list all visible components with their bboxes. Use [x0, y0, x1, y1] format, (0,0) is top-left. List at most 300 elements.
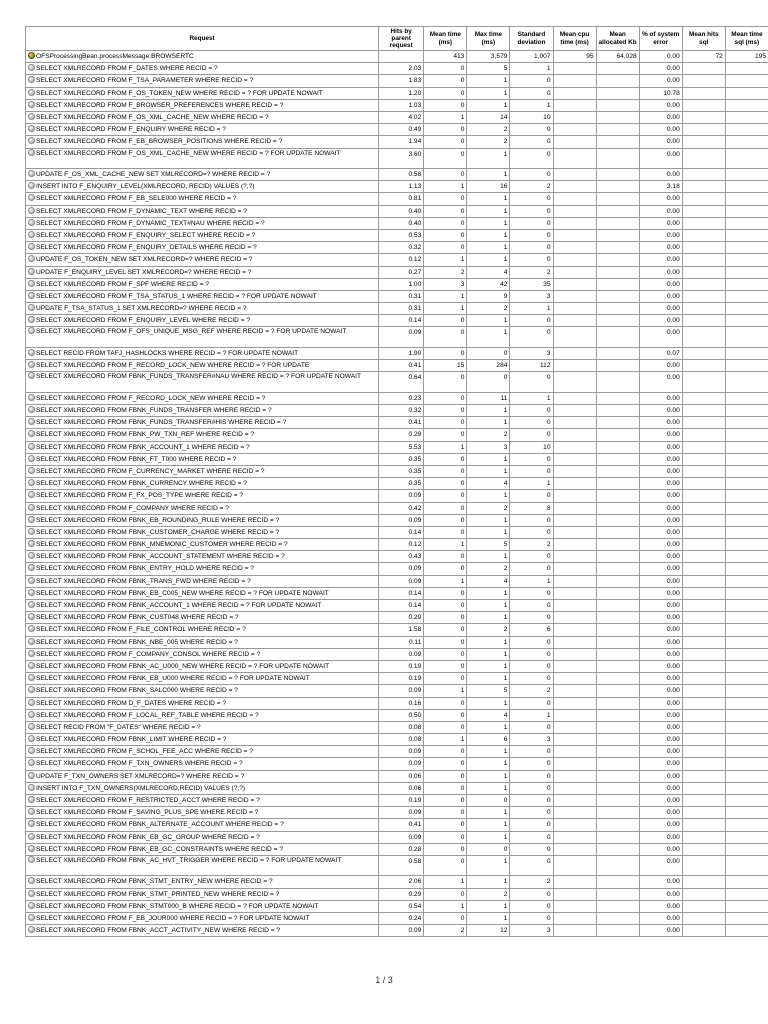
metric-cell: 1 [467, 900, 510, 912]
request-text: SELECT XMLRECORD FROM F_SAVING_PLUS_SPE WHERE RECID = ? [36, 809, 259, 817]
metric-cell [682, 876, 725, 888]
metric-cell [553, 148, 596, 169]
column-header: % of system error [639, 27, 682, 51]
metric-cell: 0 [424, 673, 467, 685]
request-text: SELECT XMLRECORD FROM F_OS_TOKEN_NEW WHERE RECID = ? FOR UPDATE NOWAIT [36, 89, 323, 97]
table-row [26, 278, 768, 290]
metric-cell [596, 502, 639, 514]
metric-cell: 0.00 [639, 490, 682, 502]
metric-cell [725, 242, 768, 254]
metric-cell: 0.00 [639, 254, 682, 266]
metric-cell [596, 360, 639, 372]
metric-cell [725, 563, 768, 575]
metric-cell [725, 169, 768, 181]
request-cell [26, 75, 379, 87]
metric-cell [725, 453, 768, 465]
request-text: SELECT RECID FROM "F_DATES" WHERE RECID = ? [36, 723, 201, 731]
metric-cell: 1.94 [379, 136, 424, 148]
metric-cell [596, 721, 639, 733]
metric-cell: 0.09 [379, 327, 424, 348]
metric-cell: 5 [467, 539, 510, 551]
request-cell [26, 347, 379, 359]
metric-cell: 10.78 [639, 87, 682, 99]
metric-cell: 1.03 [379, 99, 424, 111]
table-row [26, 465, 768, 477]
metric-cell: 0.00 [639, 99, 682, 111]
table-row [26, 660, 768, 672]
table-row [26, 429, 768, 441]
metric-cell: 0 [510, 193, 553, 205]
metric-cell [553, 900, 596, 912]
metric-cell [725, 636, 768, 648]
metric-cell [379, 51, 424, 63]
metric-cell [682, 746, 725, 758]
metric-cell [725, 303, 768, 315]
metric-cell: 1 [467, 75, 510, 87]
metric-cell: 1 [510, 63, 553, 75]
metric-cell [553, 925, 596, 937]
metric-cell [596, 75, 639, 87]
request-cell [26, 925, 379, 937]
request-text: SELECT XMLRECORD FROM F_RECORD_LOCK_NEW WHERE RECID = ? [36, 394, 266, 402]
request-text: SELECT XMLRECORD FROM F_EB_BROWSER_POSITIONS WHERE RECID = ? [36, 138, 283, 146]
request-cell [26, 51, 379, 63]
metric-cell: 35 [510, 278, 553, 290]
request-text: SELECT XMLRECORD FROM FBNK_FUNDS_TRANSFER#NAU WHERE RECID = ? FOR UPDATE NOWAIT [36, 373, 362, 381]
metric-cell: 0.00 [639, 807, 682, 819]
metric-cell [682, 888, 725, 900]
request-cell [26, 315, 379, 327]
metric-cell: 1 [467, 514, 510, 526]
metric-cell [682, 855, 725, 876]
metric-cell [596, 124, 639, 136]
metric-cell: 0.31 [379, 290, 424, 302]
metric-cell: 1.00 [379, 278, 424, 290]
metric-cell: 0 [510, 770, 553, 782]
table-row [26, 441, 768, 453]
metric-cell: 0.32 [379, 405, 424, 417]
metric-cell [682, 405, 725, 417]
metric-cell [682, 600, 725, 612]
metric-cell [725, 111, 768, 123]
metric-cell [596, 746, 639, 758]
metric-cell [725, 217, 768, 229]
request-cell [26, 831, 379, 843]
metric-cell: 0 [424, 843, 467, 855]
metric-cell: 0.28 [379, 843, 424, 855]
metric-cell: 1 [424, 685, 467, 697]
metric-cell: 0.00 [639, 51, 682, 63]
metric-cell [596, 685, 639, 697]
metric-cell: 0.19 [379, 795, 424, 807]
metric-cell [553, 575, 596, 587]
table-row [26, 217, 768, 229]
metric-cell [725, 539, 768, 551]
metric-cell: 0.58 [379, 855, 424, 876]
metric-cell: 1 [510, 99, 553, 111]
metric-cell [553, 87, 596, 99]
metric-cell: 0.32 [379, 242, 424, 254]
metric-cell [725, 465, 768, 477]
metric-cell: 0.00 [639, 290, 682, 302]
metric-cell: 0.00 [639, 660, 682, 672]
metric-cell [725, 502, 768, 514]
request-cell [26, 697, 379, 709]
metric-cell [553, 429, 596, 441]
metric-cell [682, 490, 725, 502]
metric-cell [596, 709, 639, 721]
metric-cell [682, 87, 725, 99]
request-text: SELECT XMLRECORD FROM F_LOCAL_REF_TABLE WHERE RECID = ? [36, 711, 259, 719]
request-cell [26, 124, 379, 136]
metric-cell [682, 242, 725, 254]
metric-cell: 10 [510, 441, 553, 453]
metric-cell: 0.19 [379, 660, 424, 672]
metric-cell [553, 855, 596, 876]
metric-cell [553, 136, 596, 148]
table-row [26, 360, 768, 372]
metric-cell: 2 [467, 136, 510, 148]
table-row [26, 75, 768, 87]
metric-cell: 0.00 [639, 900, 682, 912]
metric-cell [682, 148, 725, 169]
table-row [26, 831, 768, 843]
sql-icon [28, 101, 35, 108]
metric-cell: 0.00 [639, 673, 682, 685]
metric-cell: 0 [424, 429, 467, 441]
metric-cell [682, 429, 725, 441]
metric-cell [725, 392, 768, 404]
sql-icon [28, 650, 35, 657]
metric-cell: 3 [510, 290, 553, 302]
sql-icon [28, 926, 35, 933]
metric-cell: 0.00 [639, 612, 682, 624]
sql-icon [28, 723, 35, 730]
table-row [26, 807, 768, 819]
request-cell [26, 795, 379, 807]
metric-cell: 0.06 [379, 782, 424, 794]
sql-icon [28, 662, 35, 669]
column-header: Hits by parent request [379, 27, 424, 51]
request-cell [26, 254, 379, 266]
metric-cell [553, 746, 596, 758]
metric-cell: 0 [424, 417, 467, 429]
metric-cell: 1 [510, 709, 553, 721]
request-text: SELECT XMLRECORD FROM FBNK_ENTRY_HOLD WHERE RECID = ? [36, 565, 254, 573]
request-cell [26, 266, 379, 278]
metric-cell: 1 [467, 782, 510, 794]
request-text: SELECT XMLRECORD FROM FBNK_AC_HVT_TRIGGER WHERE RECID = ? FOR UPDATE NOWAIT [36, 856, 342, 864]
metric-cell: 1.90 [379, 347, 424, 359]
request-cell [26, 526, 379, 538]
metric-cell [682, 587, 725, 599]
metric-cell [725, 290, 768, 302]
metric-cell [553, 75, 596, 87]
metric-cell: 0 [424, 624, 467, 636]
metric-cell: 195 [725, 51, 768, 63]
metric-cell [553, 758, 596, 770]
metric-cell: 0 [510, 843, 553, 855]
sql-icon [28, 467, 35, 474]
metric-cell: 0.08 [379, 721, 424, 733]
metric-cell: 0 [510, 746, 553, 758]
request-cell [26, 181, 379, 193]
table-row [26, 770, 768, 782]
metric-cell [553, 563, 596, 575]
metric-cell: 0.00 [639, 746, 682, 758]
request-cell [26, 913, 379, 925]
request-text: SELECT XMLRECORD FROM FBNK_NBE_005 WHERE RECID = ? [36, 638, 238, 646]
metric-cell [682, 303, 725, 315]
metric-cell: 0 [424, 315, 467, 327]
sql-icon [28, 589, 35, 596]
metric-cell [682, 721, 725, 733]
metric-cell [725, 673, 768, 685]
request-cell [26, 734, 379, 746]
request-text: UPDATE F_ENQUIRY_LEVEL SET XMLRECORD=? WHERE RECID = ? [36, 268, 252, 276]
metric-cell: 0.00 [639, 205, 682, 217]
table-row [26, 63, 768, 75]
metric-cell: 0.00 [639, 563, 682, 575]
metric-cell [682, 205, 725, 217]
metric-cell: 0 [424, 913, 467, 925]
table-row [26, 551, 768, 563]
metric-cell [553, 405, 596, 417]
metric-cell: 1 [467, 315, 510, 327]
request-text: SELECT XMLRECORD FROM F_BROWSER_PREFERENCES WHERE RECID = ? [36, 101, 284, 109]
sql-icon [28, 540, 35, 547]
metric-cell: 0.29 [379, 429, 424, 441]
request-cell [26, 465, 379, 477]
metric-cell: 0.00 [639, 372, 682, 393]
metric-cell: 0 [510, 87, 553, 99]
metric-cell [725, 807, 768, 819]
metric-cell: 0 [424, 697, 467, 709]
sql-icon [28, 219, 35, 226]
metric-cell: 0 [424, 63, 467, 75]
sql-icon [28, 125, 35, 132]
metric-cell: 1 [424, 181, 467, 193]
metric-cell: 0.00 [639, 888, 682, 900]
sql-icon [28, 76, 35, 83]
metric-cell [682, 169, 725, 181]
metric-cell: 0.00 [639, 855, 682, 876]
metric-cell: 0 [424, 612, 467, 624]
metric-cell [596, 441, 639, 453]
metric-cell [596, 888, 639, 900]
metric-cell: 2.03 [379, 63, 424, 75]
request-text: SELECT XMLRECORD FROM F_RECORD_LOCK_NEW WHERE RECID = ? FOR UPDATE [36, 362, 310, 370]
request-cell [26, 303, 379, 315]
metric-cell [725, 709, 768, 721]
metric-cell [553, 417, 596, 429]
metric-cell [725, 181, 768, 193]
metric-cell: 0.40 [379, 217, 424, 229]
table-row [26, 111, 768, 123]
metric-cell: 0.23 [379, 392, 424, 404]
table-row [26, 721, 768, 733]
metric-cell: 1,007 [510, 51, 553, 63]
metric-cell: 12 [467, 925, 510, 937]
metric-cell [596, 254, 639, 266]
request-cell [26, 876, 379, 888]
metric-cell [682, 807, 725, 819]
metric-cell: 0 [424, 87, 467, 99]
metric-cell: 1 [467, 148, 510, 169]
metric-cell [725, 315, 768, 327]
metric-cell: 0.29 [379, 612, 424, 624]
metric-cell: 0 [510, 900, 553, 912]
request-text: SELECT XMLRECORD FROM F_DYNAMIC_TEXT WHERE RECID = ? [36, 207, 247, 215]
metric-cell [725, 900, 768, 912]
metric-cell: 1 [467, 721, 510, 733]
table-row [26, 490, 768, 502]
metric-cell: 0.09 [379, 758, 424, 770]
sql-icon [28, 418, 35, 425]
metric-cell: 0.00 [639, 876, 682, 888]
metric-cell: 0.00 [639, 229, 682, 241]
request-text: SELECT XMLRECORD FROM D_F_DATES WHERE RECID = ? [36, 699, 227, 707]
metric-cell [553, 478, 596, 490]
metric-cell: 0.16 [379, 697, 424, 709]
metric-cell: 0 [510, 697, 553, 709]
metric-cell: 0 [424, 75, 467, 87]
metric-cell [725, 782, 768, 794]
metric-cell: 0 [510, 807, 553, 819]
metric-cell [682, 417, 725, 429]
metric-cell: 2 [467, 429, 510, 441]
request-text: SELECT XMLRECORD FROM FBNK_AC_U000_NEW WHERE RECID = ? FOR UPDATE NOWAIT [36, 662, 330, 670]
metric-cell [553, 315, 596, 327]
metric-cell: 0.00 [639, 697, 682, 709]
metric-cell: 2 [467, 124, 510, 136]
request-text: SELECT XMLRECORD FROM FBNK_CUST048 WHERE RECID = ? [36, 614, 239, 622]
metric-cell: 1 [467, 600, 510, 612]
table-row [26, 697, 768, 709]
metric-cell [596, 697, 639, 709]
request-text: SELECT XMLRECORD FROM F_TXN_OWNERS WHERE RECID = ? [36, 760, 243, 768]
metric-cell: 1 [424, 539, 467, 551]
request-text: SELECT XMLRECORD FROM F_COMPANY_CONSOL WHERE RECID = ? [36, 650, 261, 658]
sql-icon [28, 613, 35, 620]
metric-cell [553, 551, 596, 563]
metric-cell [682, 136, 725, 148]
metric-cell: 1 [467, 758, 510, 770]
sql-icon [28, 443, 35, 450]
metric-cell: 4 [467, 709, 510, 721]
table-row [26, 51, 768, 63]
metric-cell: 1 [467, 87, 510, 99]
sql-icon [28, 194, 35, 201]
metric-cell [596, 831, 639, 843]
metric-cell: 1 [424, 876, 467, 888]
metric-cell [682, 392, 725, 404]
metric-cell: 0 [510, 465, 553, 477]
table-row [26, 526, 768, 538]
metric-cell [682, 229, 725, 241]
metric-cell: 1 [510, 575, 553, 587]
metric-cell: 0.00 [639, 478, 682, 490]
metric-cell [725, 925, 768, 937]
table-row [26, 478, 768, 490]
metric-cell [725, 831, 768, 843]
table-body [26, 51, 768, 937]
table-row [26, 303, 768, 315]
metric-cell: 0 [424, 193, 467, 205]
request-cell [26, 855, 379, 876]
metric-cell: 0.00 [639, 327, 682, 348]
sql-icon [28, 601, 35, 608]
request-cell [26, 478, 379, 490]
metric-cell: 0 [467, 347, 510, 359]
metric-cell [725, 148, 768, 169]
metric-cell: 0.00 [639, 242, 682, 254]
metric-cell: 413 [424, 51, 467, 63]
metric-cell [596, 417, 639, 429]
metric-cell [596, 347, 639, 359]
metric-cell: 0 [510, 913, 553, 925]
metric-cell: 16 [467, 181, 510, 193]
table-row [26, 876, 768, 888]
metric-cell: 0.09 [379, 925, 424, 937]
request-cell [26, 782, 379, 794]
metric-cell: 0 [510, 205, 553, 217]
request-text: SELECT XMLRECORD FROM F_ENQUIRY_SELECT WHERE RECID = ? [36, 231, 256, 239]
metric-cell: 0.12 [379, 539, 424, 551]
metric-cell [596, 660, 639, 672]
metric-cell [553, 660, 596, 672]
metric-cell [553, 193, 596, 205]
metric-cell [682, 925, 725, 937]
metric-cell [553, 636, 596, 648]
metric-cell [596, 148, 639, 169]
metric-cell: 1 [467, 855, 510, 876]
metric-cell [725, 87, 768, 99]
table-row [26, 417, 768, 429]
metric-cell: 1.13 [379, 181, 424, 193]
metric-cell [725, 229, 768, 241]
table-row [26, 181, 768, 193]
metric-cell: 0 [510, 600, 553, 612]
metric-cell [553, 465, 596, 477]
metric-cell: 0.00 [639, 502, 682, 514]
column-header: Mean time (ms) [424, 27, 467, 51]
metric-cell: 0 [424, 347, 467, 359]
metric-cell [553, 685, 596, 697]
metric-cell: 1 [424, 575, 467, 587]
request-text: SELECT XMLRECORD FROM FBNK_MNEMONIC_CUSTOMER WHERE RECID = ? [36, 541, 288, 549]
metric-cell: 0.00 [639, 278, 682, 290]
request-text: SELECT XMLRECORD FROM F_CURRENCY_MARKET WHERE RECID = ? [36, 467, 265, 475]
metric-cell: 1 [510, 303, 553, 315]
table-row [26, 600, 768, 612]
metric-cell: 0.12 [379, 254, 424, 266]
metric-cell: 0.00 [639, 587, 682, 599]
metric-cell: 1 [467, 465, 510, 477]
request-text: SELECT XMLRECORD FROM FBNK_EB_C005_NEW WHERE RECID = ? FOR UPDATE NOWAIT [36, 589, 329, 597]
metric-cell [682, 514, 725, 526]
metric-cell [725, 758, 768, 770]
metric-cell: 0.00 [639, 392, 682, 404]
table-row [26, 819, 768, 831]
table-row [26, 372, 768, 393]
request-cell [26, 758, 379, 770]
metric-cell: 9 [467, 290, 510, 302]
metric-cell: 4 [467, 575, 510, 587]
sql-icon [28, 772, 35, 779]
metric-cell: 2 [510, 181, 553, 193]
metric-cell: 0.00 [639, 685, 682, 697]
